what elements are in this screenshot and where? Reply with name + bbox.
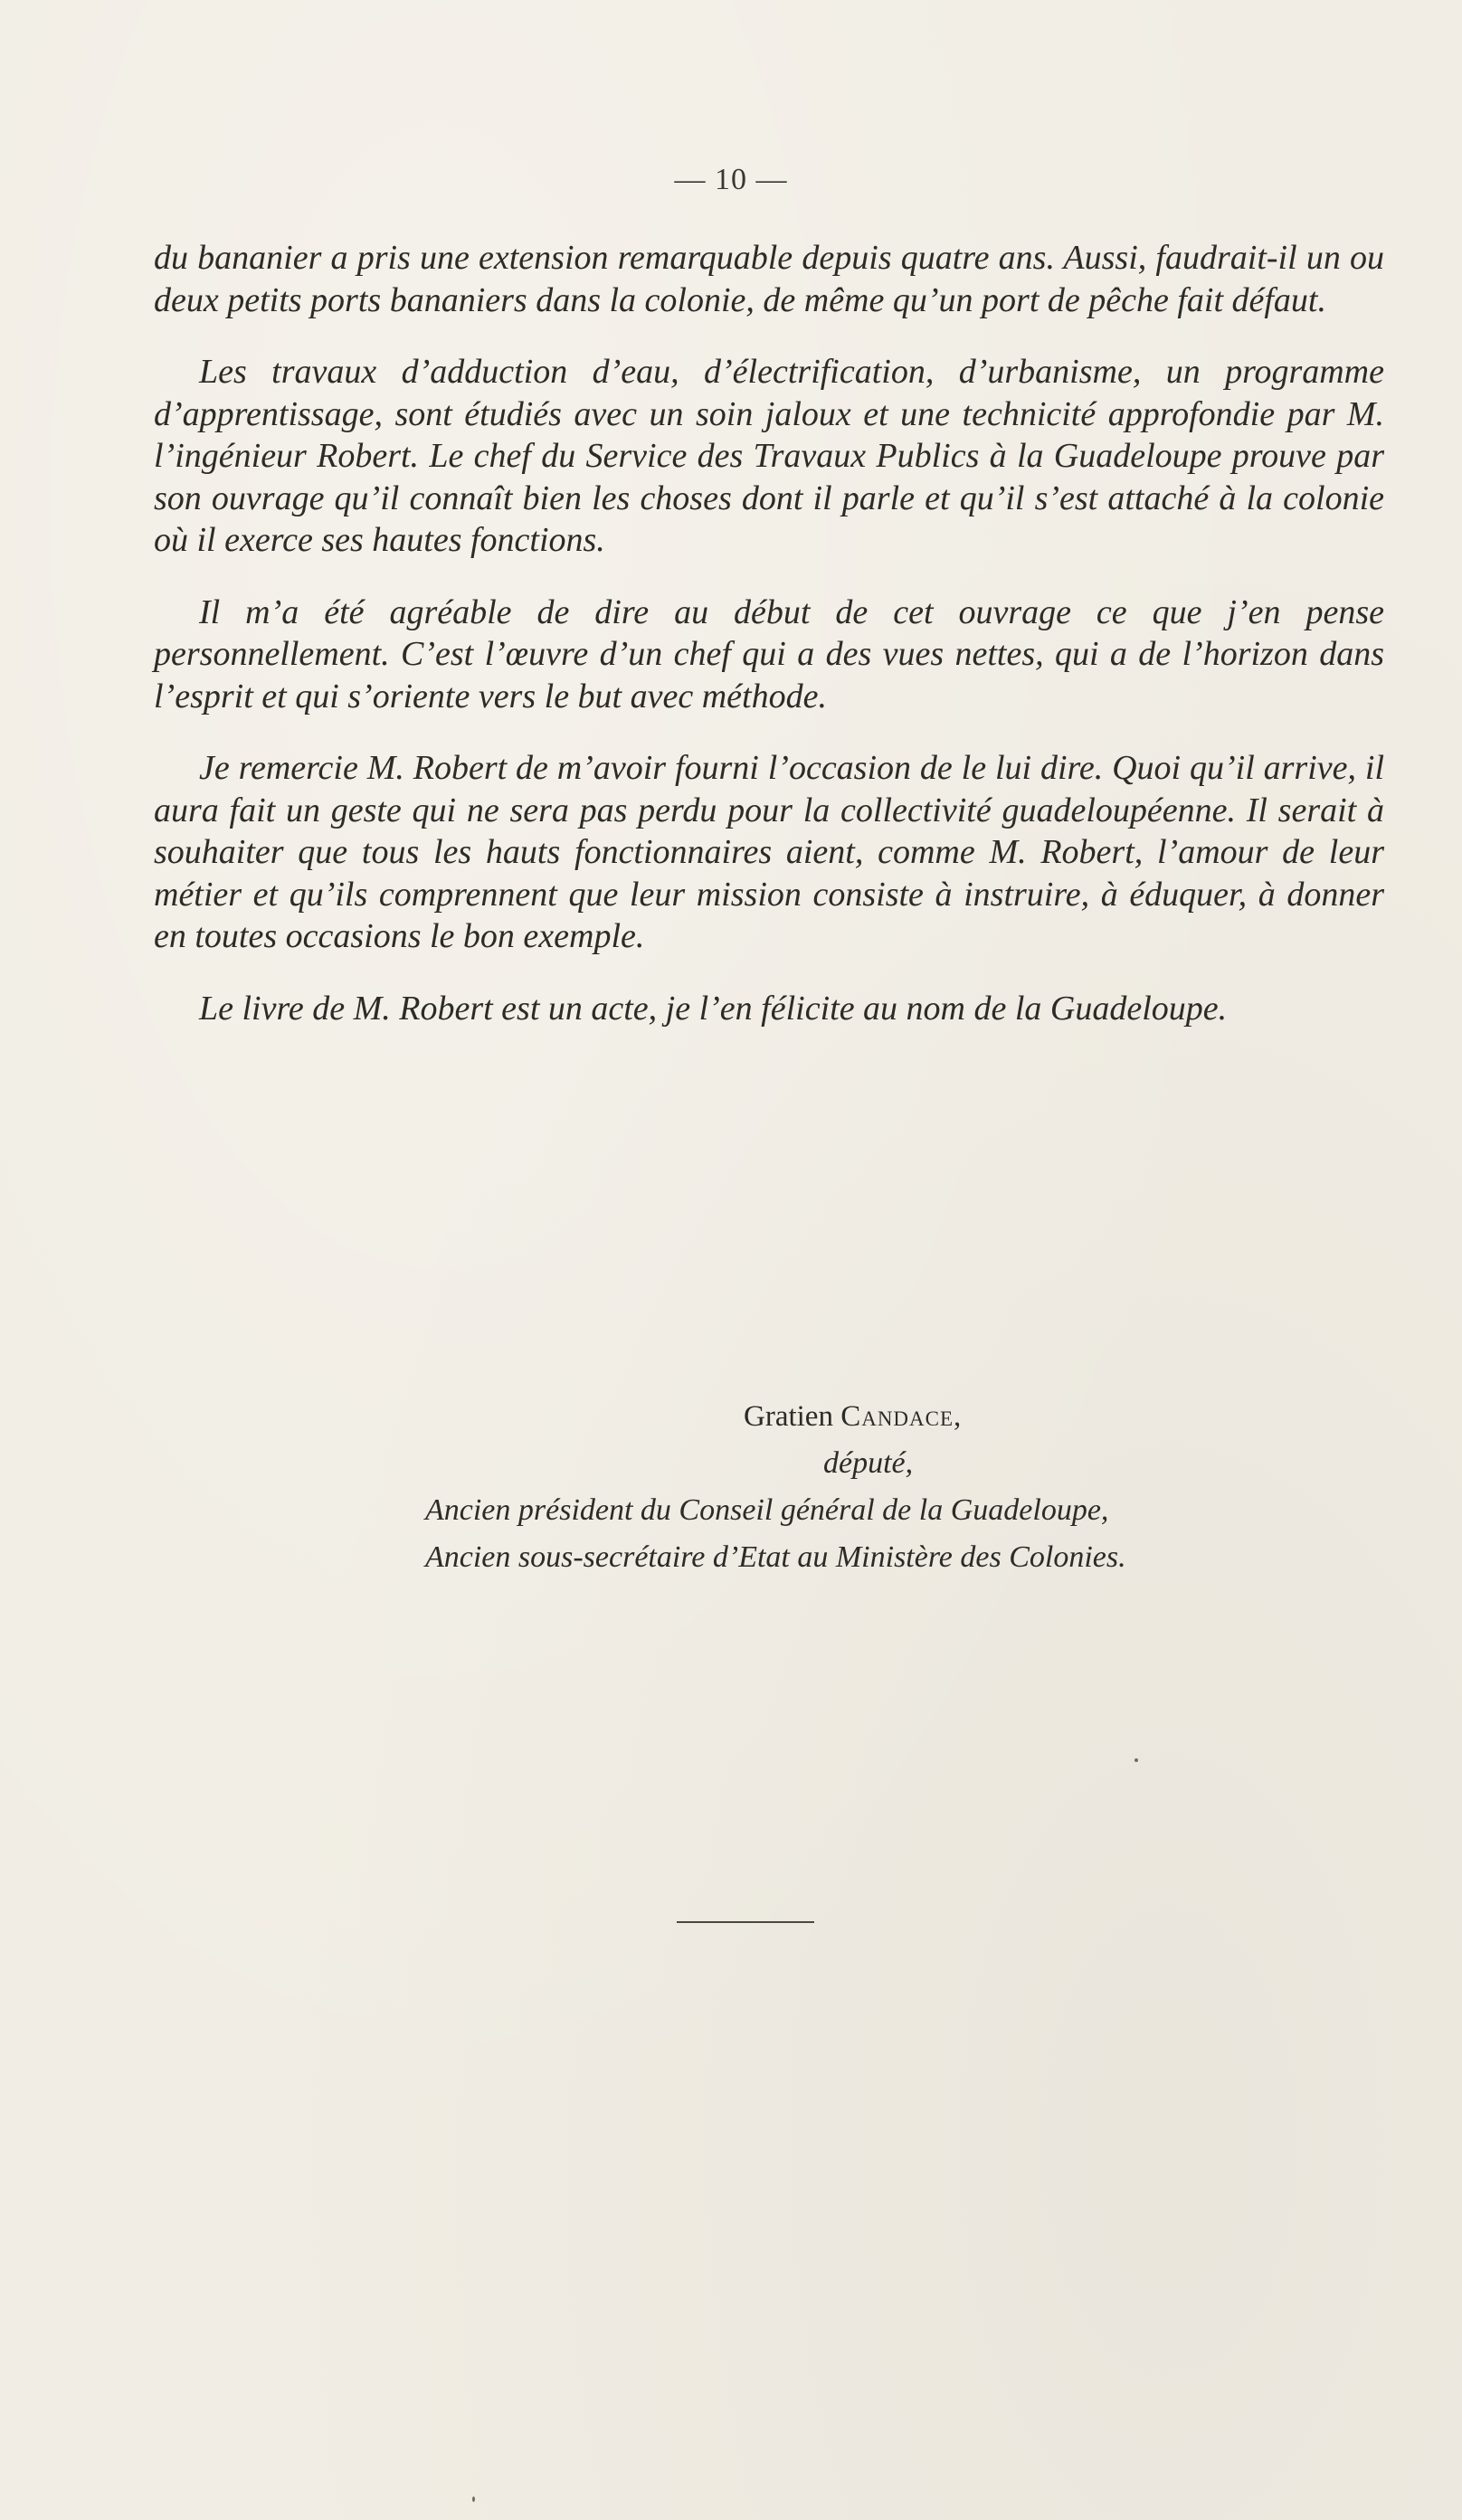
signatory-name bbox=[425, 1393, 1386, 1440]
page-number: — 10 — bbox=[674, 163, 788, 196]
signatory-last-name: Candace, bbox=[840, 1400, 963, 1433]
paper-speck bbox=[472, 2496, 475, 2502]
body-text bbox=[154, 237, 1384, 1059]
closing-rule bbox=[677, 1921, 814, 1923]
paragraph-1: du bananier a pris une extension remarquable depuis quatre ans. Aussi, faudrait-il un ou deux petits ports bananiers dans la colonie, de même qu’un port de pêche fait défaut. bbox=[154, 239, 1384, 319]
paragraph-3: Il m’a été agréable de dire au début de cet ouvrage ce que j’en pense personnellement. C’est l’œuvre d’un chef qui a des vues nettes, qui a de l’horizon dans l’esprit et qui s’oriente vers le but avec méthode. bbox=[154, 592, 1384, 715]
signatory-title-2: Ancien sous-secrétaire d’Etat au Ministère des Colonies. bbox=[425, 1540, 1126, 1574]
signatory-title-1: Ancien président du Conseil général de la Guadeloupe, bbox=[425, 1493, 1109, 1527]
signatory-role: député, bbox=[823, 1446, 914, 1480]
paragraph-2: Les travaux d’adduction d’eau, d’électrification, d’urbanisme, un programme d’apprentissage, sont étudiés avec un soin jaloux et une technicité approfondie par M. l’ingénieur Robert. Le chef du Service des Travaux Publics à la Guadeloupe prouve par son ouvrage qu’il connaît bien les choses dont il parle et qu’il s’est attaché à la colonie où il exerce ses hautes fonctions. bbox=[154, 353, 1384, 559]
paragraph-4: Je remercie M. Robert de m’avoir fourni l’occasion de le lui dire. Quoi qu’il arrive, il aura fait un geste qui ne sera pas perdu pour la collectivité guadeloupéenne. Il serait à souhaiter que tous les hauts fonctionnaires aient, comme M. Robert, l’amour de leur métier et qu’ils comprennent que leur mission consiste à instruire, à éduquer, à donner en toutes occasions le bon exemple. bbox=[154, 749, 1384, 955]
paragraph-5: Le livre de M. Robert est un acte, je l’en félicite au nom de la Guadeloupe. bbox=[199, 989, 1228, 1028]
signature-block bbox=[425, 1393, 1386, 1581]
paper-speck bbox=[1134, 1758, 1138, 1762]
signatory-first-name: Gratien bbox=[744, 1400, 833, 1433]
